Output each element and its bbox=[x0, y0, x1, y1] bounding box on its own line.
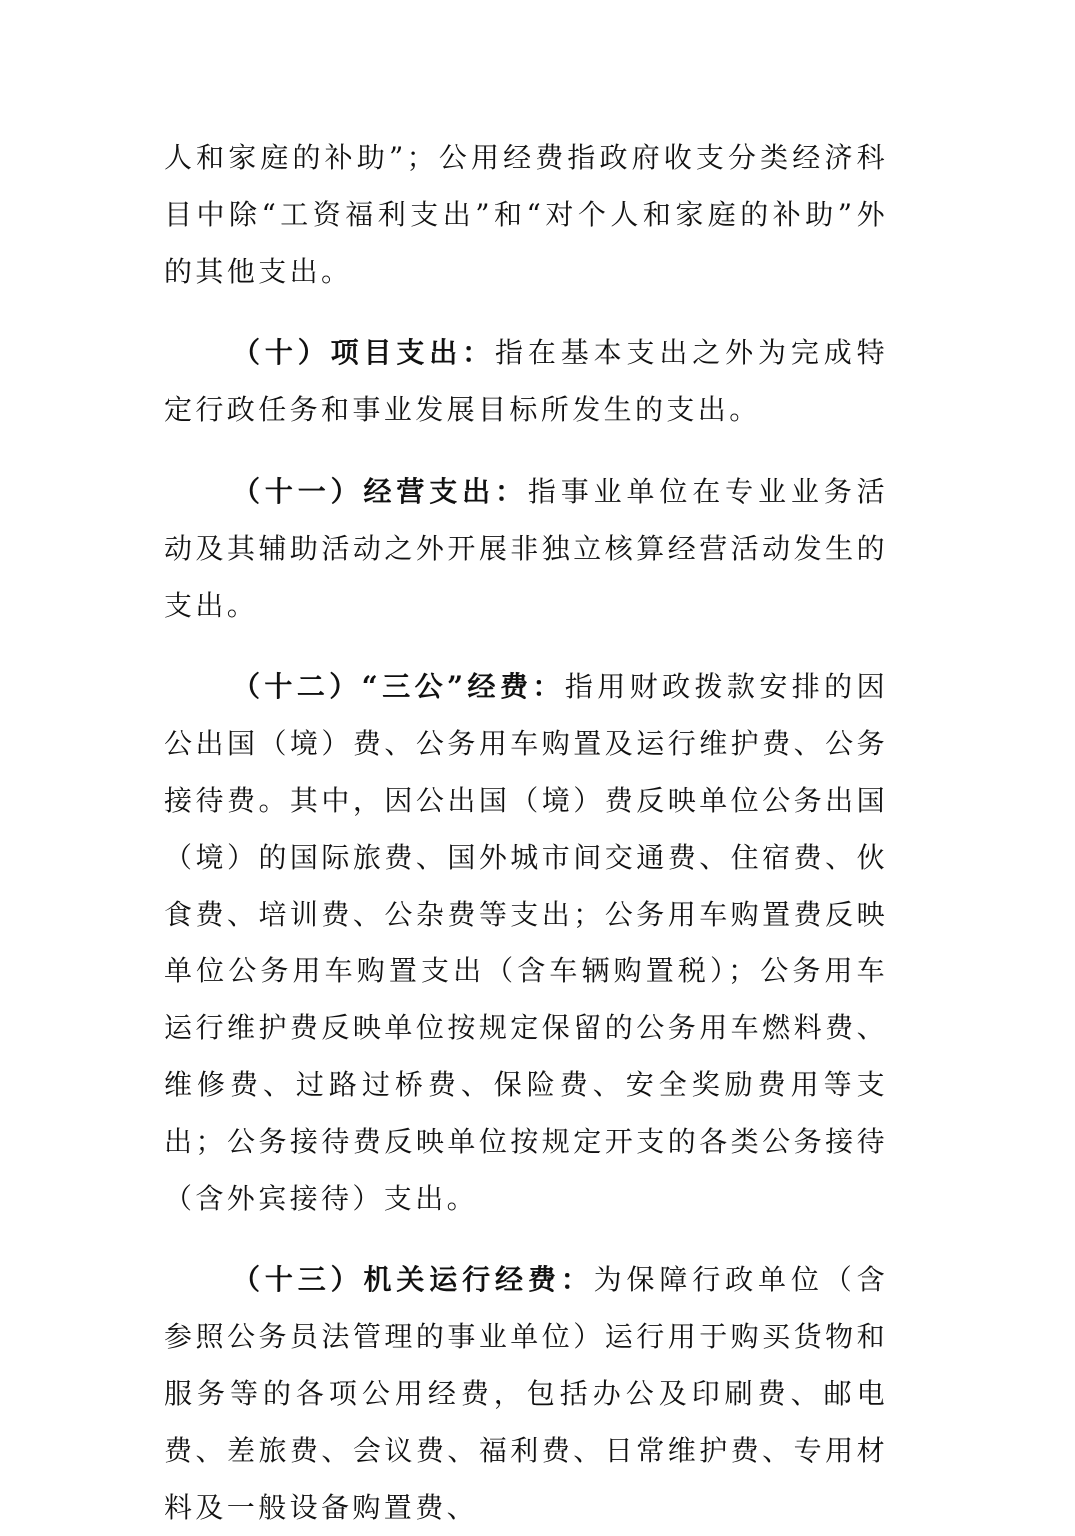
paragraph-text: 指用财政拨款安排的因公出国（境）费、公务用车购置及运行维护费、公务接待费。其中，因公出国（境）费反映单位公务出国（境）的国际旅费、国外城市间交通费、住宿费、伙食费、培训费、公杂费等支出；公务用车购置费反映单位公务用车购置支出（含车辆购置税）；公务用车运行维护费反映单位按规定保留的公务用车燃料费、维修费、过路过桥费、保险费、安全奖励费用等支出；公务接待费反映单位按规定开支的各类公务接待（含外宾接待）支出。 bbox=[164, 670, 888, 1215]
term-heading: （十）项目支出： bbox=[232, 336, 495, 370]
paragraph-gap bbox=[164, 1227, 888, 1252]
paragraph-agency-operating-funds bbox=[164, 1252, 888, 1536]
paragraph-gap bbox=[164, 300, 888, 325]
paragraph-text: 人和家庭的补助”；公用经费指政府收支分类经济科目中除“工资福利支出”和“对个人和家庭的补助”外的其他支出。 bbox=[164, 141, 888, 288]
paragraph-operating-expenditure bbox=[164, 464, 888, 634]
paragraph-text: 指事业单位在专业业务活动及其辅助活动之外开展非独立核算经营活动发生的支出。 bbox=[164, 474, 888, 622]
paragraph-project-expenditure bbox=[164, 325, 888, 439]
paragraph-text: 指在基本支出之外为完成特定行政任务和事业发展目标所发生的支出。 bbox=[164, 336, 888, 427]
paragraph-gap bbox=[164, 439, 888, 464]
paragraph-text: 为保障行政单位（含参照公务员法管理的事业单位）运行用于购买货物和服务等的各项公用经费，包括办公及印刷费、邮电费、差旅费、会议费、福利费、日常维护费、专用材料及一般设备购置费、 bbox=[164, 1263, 888, 1524]
term-heading: （十二）“三公”经费： bbox=[232, 670, 565, 704]
paragraph-three-public-funds bbox=[164, 659, 888, 1227]
term-heading: （十三）机关运行经费： bbox=[232, 1263, 594, 1297]
document-page bbox=[164, 130, 888, 1536]
term-heading: （十一）经营支出： bbox=[232, 474, 528, 508]
paragraph-gap bbox=[164, 634, 888, 659]
paragraph-continued bbox=[164, 130, 888, 300]
